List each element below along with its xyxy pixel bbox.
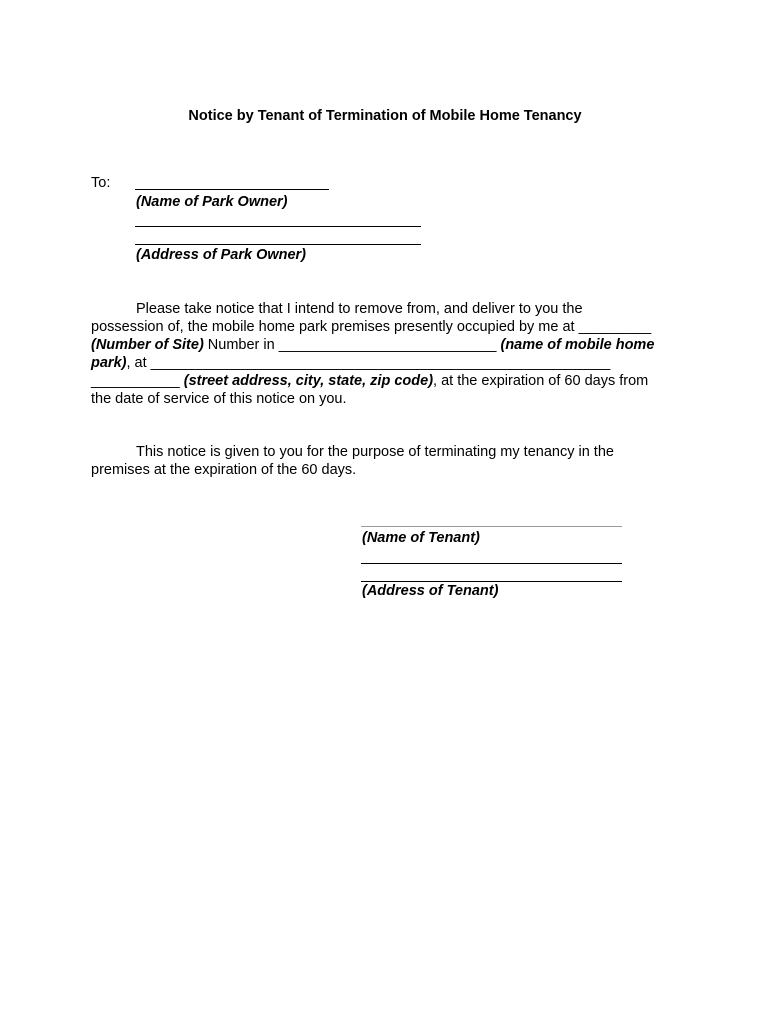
tenant-address-blank-1 xyxy=(361,563,622,564)
to-label: To: xyxy=(91,175,111,191)
paragraph-2-text-1: This notice is given to you for the purpose of terminating my tenancy in the xyxy=(136,444,614,460)
tenant-address-blank-2 xyxy=(361,581,622,582)
paragraph-1-line-4 xyxy=(91,354,681,372)
paragraph-1-text-5a: ___________ xyxy=(91,373,184,389)
notice-paragraph-2 xyxy=(91,443,681,479)
tenant-name-label: (Name of Tenant) xyxy=(362,530,480,546)
park-owner-address-blank-1 xyxy=(135,226,421,227)
paragraph-1-line-6: the date of service of this notice on you. xyxy=(91,391,347,407)
park-owner-address-blank-2 xyxy=(135,244,421,245)
paragraph-2-line-2: premises at the expiration of the 60 days. xyxy=(91,462,357,478)
paragraph-1-text-1: Please take notice that I intend to remove from, and deliver to you the xyxy=(136,301,583,317)
park-name-label-end: park) xyxy=(91,355,127,371)
park-owner-name-blank xyxy=(135,189,329,190)
paragraph-1-line-1 xyxy=(91,300,681,318)
paragraph-1-text-3b: Number in ___________________________ xyxy=(203,337,501,353)
park-name-label: (name of mobile home xyxy=(500,337,655,353)
paragraph-2-line-1 xyxy=(91,443,681,461)
street-address-label: (street address, city, state, zip code) xyxy=(183,373,434,389)
park-owner-name-label: (Name of Park Owner) xyxy=(136,194,288,210)
paragraph-1-text-5c: , at the expiration of 60 days from xyxy=(433,373,649,389)
park-owner-address-label: (Address of Park Owner) xyxy=(136,247,307,263)
tenant-address-label: (Address of Tenant) xyxy=(362,583,499,599)
paragraph-1-line-3 xyxy=(91,336,681,354)
paragraph-1-line-2: possession of, the mobile home park premises presently occupied by me at _________ xyxy=(91,319,652,335)
number-of-site-label: (Number of Site) xyxy=(91,337,204,353)
paragraph-1-line-5 xyxy=(91,372,681,390)
document-title: Notice by Tenant of Termination of Mobile Home Tenancy xyxy=(188,108,582,124)
paragraph-1-text-4b: , at _________________________________________________________ xyxy=(126,355,611,371)
tenant-signature-line xyxy=(361,526,622,527)
notice-paragraph-1 xyxy=(91,300,681,408)
